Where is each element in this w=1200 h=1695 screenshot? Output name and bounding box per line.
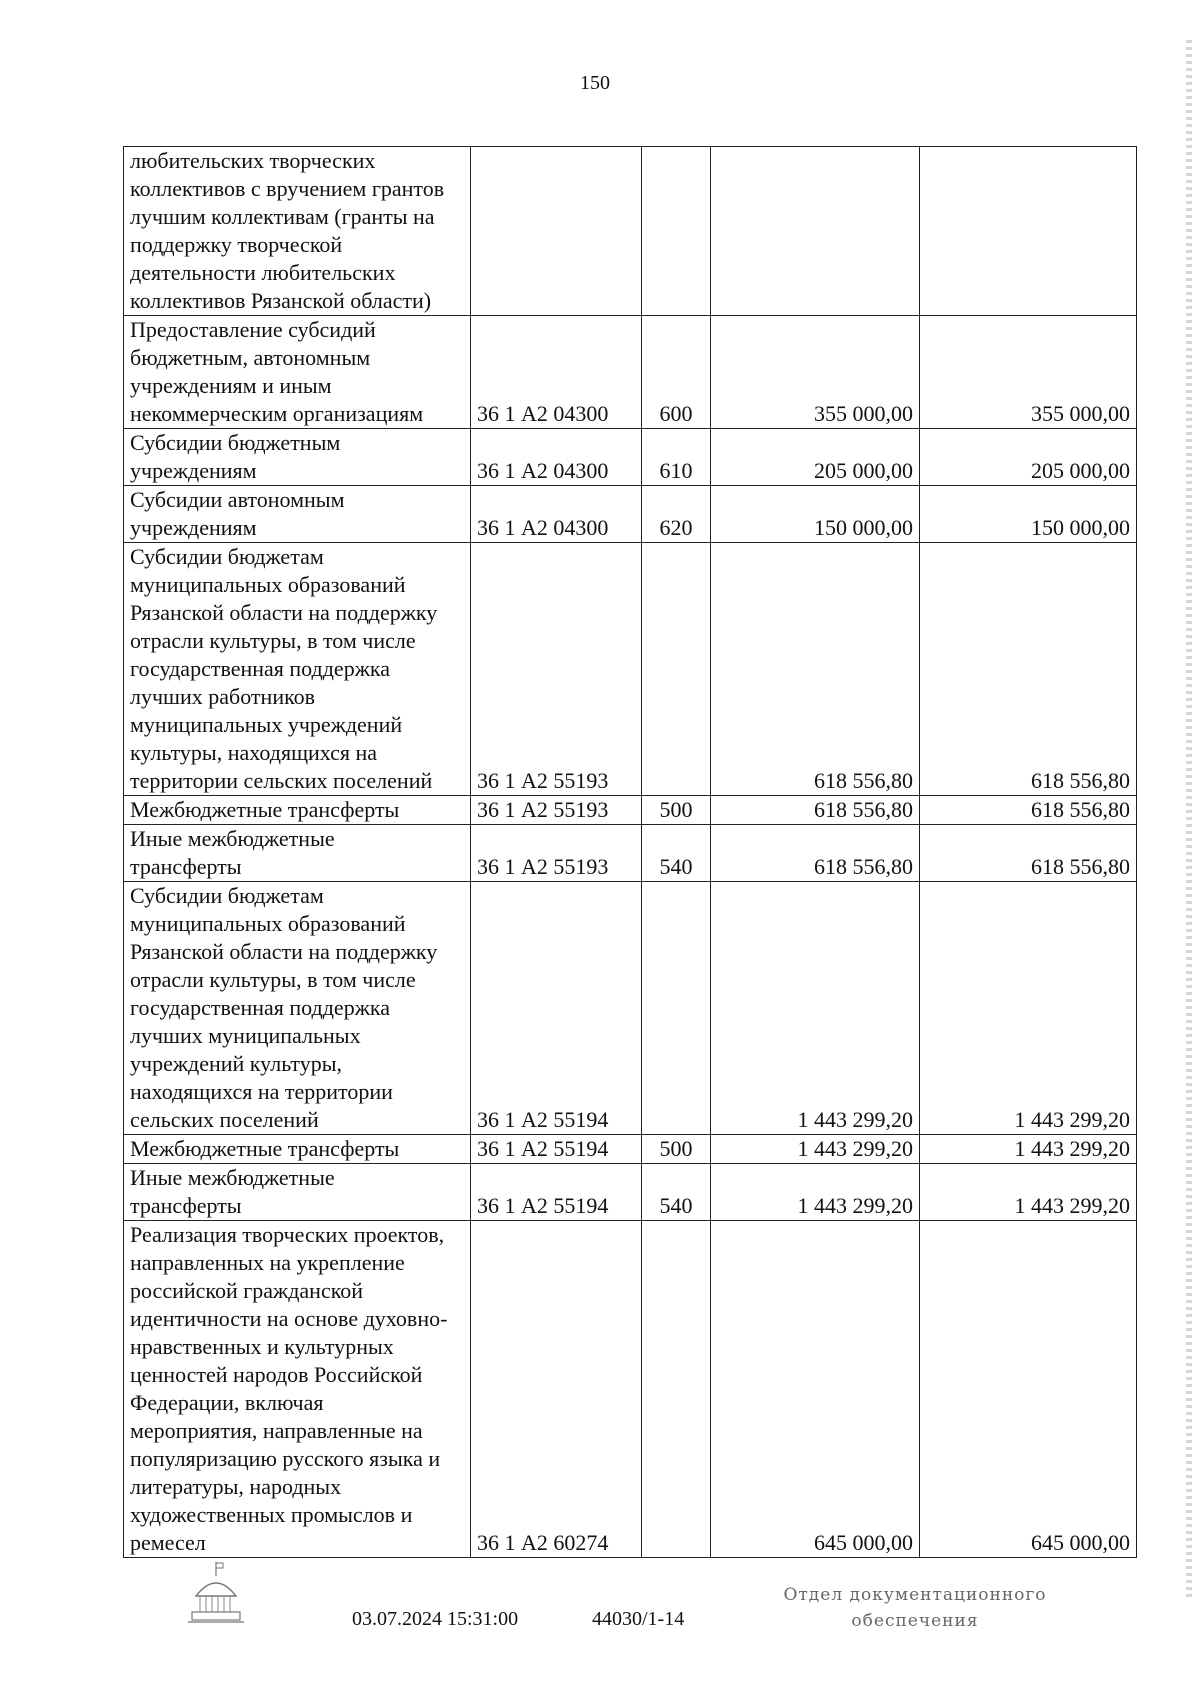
table-row xyxy=(124,429,1137,486)
row-name-cell xyxy=(124,429,471,486)
table-row xyxy=(124,543,1137,796)
table-row xyxy=(124,796,1137,825)
row-expense-type-cell: 540 xyxy=(642,825,711,882)
table-row xyxy=(124,1135,1137,1164)
row-code-cell xyxy=(471,147,642,316)
row-name-cell xyxy=(124,825,471,882)
row-amount-total-cell: 205 000,00 xyxy=(920,429,1137,486)
duma-building-logo xyxy=(186,1560,246,1630)
row-expense-type-cell: 540 xyxy=(642,1164,711,1221)
row-expense-type-cell: 610 xyxy=(642,429,711,486)
row-code-cell: 36 1 А2 60274 xyxy=(471,1221,642,1558)
footer-doc-number: 44030/1-14 xyxy=(592,1608,685,1630)
budget-table xyxy=(123,146,1137,1558)
row-name-text: Субсидии бюджетным учреждениям xyxy=(130,430,341,483)
row-amount-total-cell: 1 443 299,20 xyxy=(920,1164,1137,1221)
table-row xyxy=(124,316,1137,429)
table-row xyxy=(124,1164,1137,1221)
row-amount-2024-cell: 1 443 299,20 xyxy=(711,882,920,1135)
row-amount-2024-cell: 1 443 299,20 xyxy=(711,1135,920,1164)
row-code-cell: 36 1 А2 55193 xyxy=(471,796,642,825)
row-code-cell: 36 1 А2 04300 xyxy=(471,429,642,486)
row-name-text: Субсидии автономным учреждениям xyxy=(130,487,345,540)
row-amount-total-cell: 618 556,80 xyxy=(920,796,1137,825)
row-name-cell xyxy=(124,882,471,1135)
row-code-cell: 36 1 А2 04300 xyxy=(471,316,642,429)
row-amount-2024-cell: 355 000,00 xyxy=(711,316,920,429)
row-name-cell xyxy=(124,1164,471,1221)
row-name-cell xyxy=(124,147,471,316)
row-code-cell: 36 1 А2 55194 xyxy=(471,1164,642,1221)
row-name-text: Межбюджетные трансферты xyxy=(130,1136,400,1161)
row-expense-type-cell xyxy=(642,543,711,796)
row-amount-2024-cell xyxy=(711,147,920,316)
row-amount-2024-cell: 618 556,80 xyxy=(711,825,920,882)
row-name-text: Иные межбюджетные трансферты xyxy=(130,1165,335,1218)
row-name-cell xyxy=(124,1135,471,1164)
row-amount-2024-cell: 1 443 299,20 xyxy=(711,1164,920,1221)
row-amount-total-cell: 618 556,80 xyxy=(920,543,1137,796)
row-amount-2024-cell: 205 000,00 xyxy=(711,429,920,486)
row-name-text: Межбюджетные трансферты xyxy=(130,797,400,822)
row-expense-type-cell: 500 xyxy=(642,1135,711,1164)
scan-edge-artifact xyxy=(1186,40,1192,1600)
table-row xyxy=(124,882,1137,1135)
row-name-text: любительских творческих коллективов с вручением грантов лучшим коллективам (гранты на поддержку творческой деятельности любительских коллективов Рязанской области) xyxy=(130,148,445,313)
row-name-cell xyxy=(124,486,471,543)
page-number: 150 xyxy=(580,72,610,94)
row-amount-2024-cell: 645 000,00 xyxy=(711,1221,920,1558)
row-name-cell xyxy=(124,543,471,796)
row-amount-total-cell: 645 000,00 xyxy=(920,1221,1137,1558)
row-name-text: Субсидии бюджетам муниципальных образований Рязанской области на поддержку отрасли культуры, в том числе государственная поддержка лучших работников муниципальных учреждений культуры, находящихся на территории сельских поселений xyxy=(130,544,438,793)
row-amount-total-cell: 355 000,00 xyxy=(920,316,1137,429)
row-code-cell: 36 1 А2 55193 xyxy=(471,543,642,796)
row-amount-total-cell: 1 443 299,20 xyxy=(920,882,1137,1135)
row-name-cell xyxy=(124,1221,471,1558)
row-name-cell xyxy=(124,316,471,429)
row-expense-type-cell: 600 xyxy=(642,316,711,429)
department-stamp xyxy=(760,1582,1070,1634)
stamp-line-1: Отдел документационного xyxy=(783,1585,1047,1605)
row-expense-type-cell: 620 xyxy=(642,486,711,543)
row-code-cell: 36 1 А2 55194 xyxy=(471,1135,642,1164)
row-code-cell: 36 1 А2 04300 xyxy=(471,486,642,543)
row-amount-total-cell: 150 000,00 xyxy=(920,486,1137,543)
row-expense-type-cell xyxy=(642,1221,711,1558)
row-name-text: Субсидии бюджетам муниципальных образований Рязанской области на поддержку отрасли культуры, в том числе государственная поддержка лучших муниципальных учреждений культуры, находящихся на территории сельских поселений xyxy=(130,883,438,1132)
row-name-text: Предоставление субсидий бюджетным, автономным учреждениям и иным некоммерческим организациям xyxy=(130,317,424,426)
table-row xyxy=(124,825,1137,882)
row-code-cell: 36 1 А2 55193 xyxy=(471,825,642,882)
row-amount-2024-cell: 618 556,80 xyxy=(711,796,920,825)
row-amount-2024-cell: 150 000,00 xyxy=(711,486,920,543)
row-amount-total-cell: 618 556,80 xyxy=(920,825,1137,882)
row-amount-total-cell xyxy=(920,147,1137,316)
table-row xyxy=(124,147,1137,316)
footer-date: 03.07.2024 15:31:00 xyxy=(352,1608,519,1630)
row-expense-type-cell xyxy=(642,882,711,1135)
row-amount-total-cell: 1 443 299,20 xyxy=(920,1135,1137,1164)
row-name-cell xyxy=(124,796,471,825)
row-expense-type-cell xyxy=(642,147,711,316)
row-code-cell: 36 1 А2 55194 xyxy=(471,882,642,1135)
row-name-text: Иные межбюджетные трансферты xyxy=(130,826,335,879)
table-row xyxy=(124,486,1137,543)
row-name-text: Реализация творческих проектов, направленных на укрепление российской гражданской идентичности на основе духовно- нравственных и культурных ценностей народов Российской Федерации, включая мероприятия, направленные на популяризацию русского языка и литературы, народных художественных промыслов и ремесел xyxy=(130,1222,448,1555)
table-row xyxy=(124,1221,1137,1558)
row-amount-2024-cell: 618 556,80 xyxy=(711,543,920,796)
stamp-line-2: обеспечения xyxy=(851,1611,979,1631)
row-expense-type-cell: 500 xyxy=(642,796,711,825)
